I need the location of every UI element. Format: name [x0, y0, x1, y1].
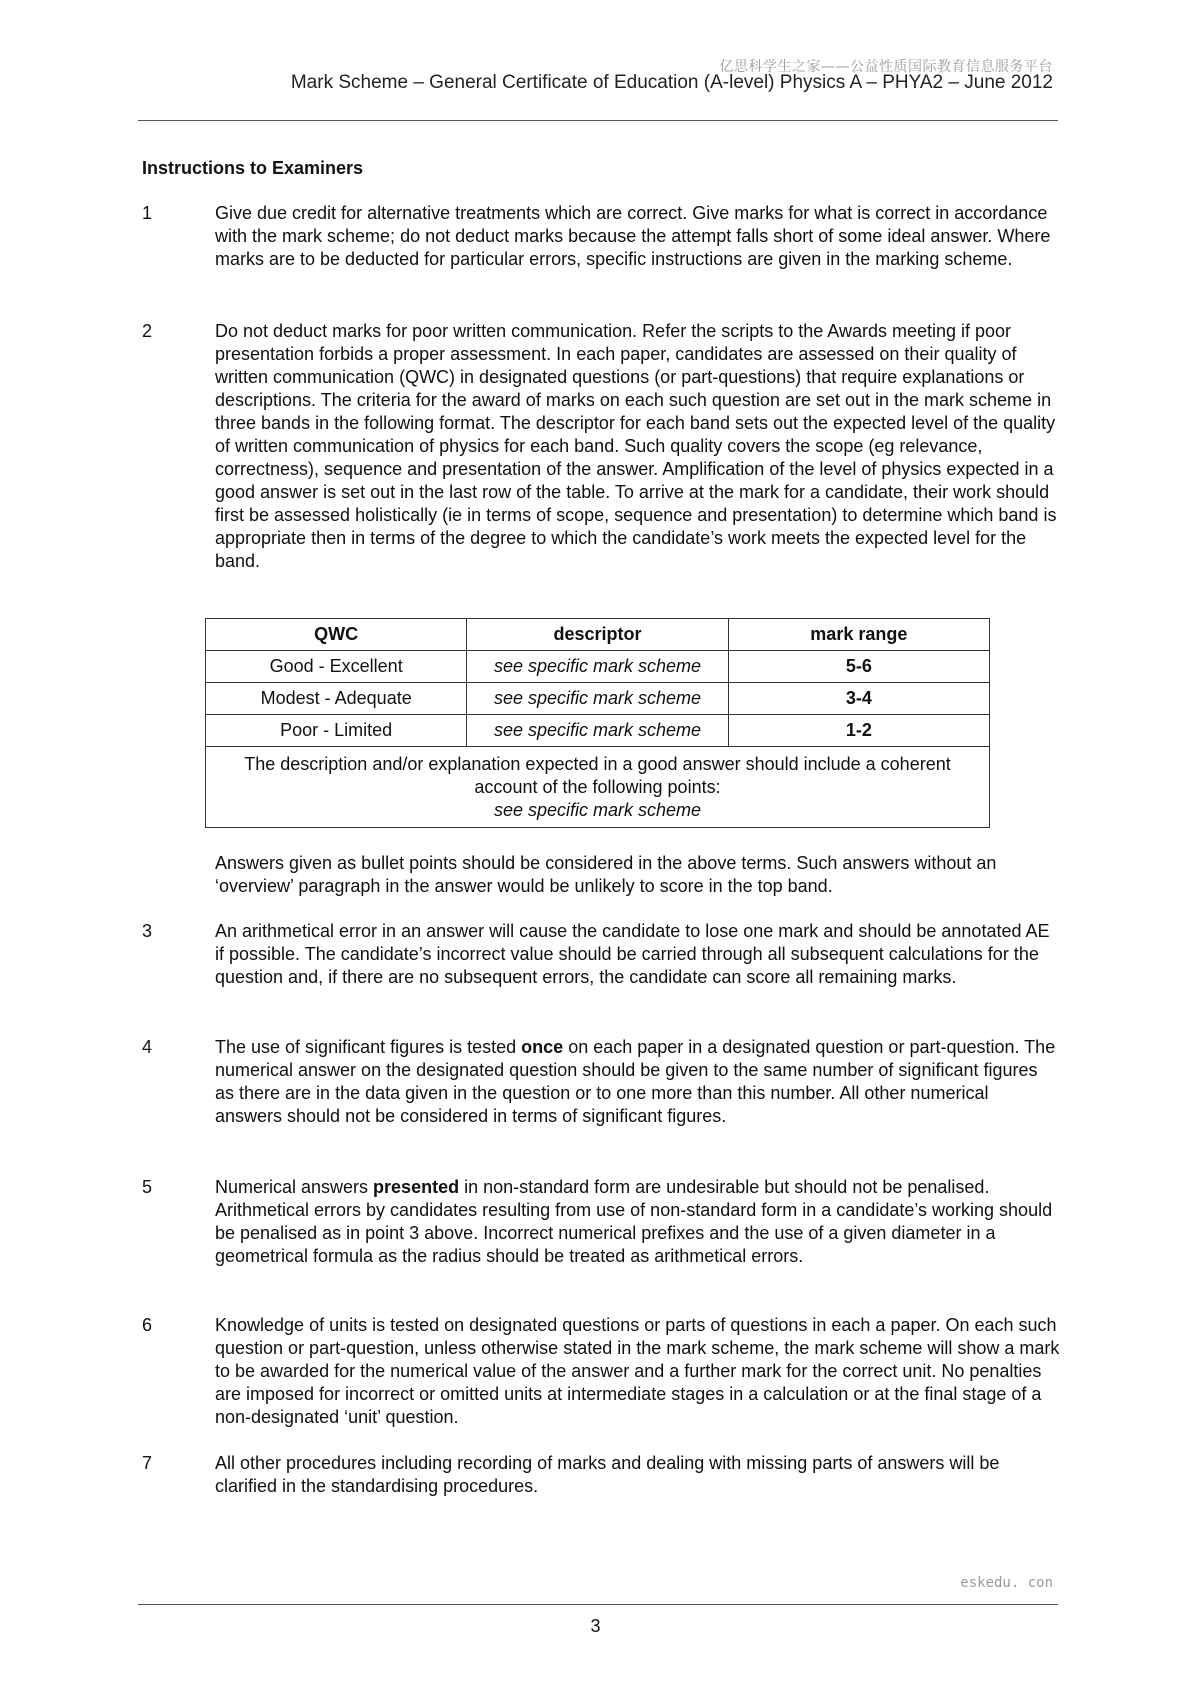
qwc-band: Good - Excellent [206, 651, 467, 683]
instruction-item-4 [142, 1036, 1060, 1128]
header-watermark: 亿思科学生之家——公益性质国际教育信息服务平台 [719, 59, 1053, 75]
instruction-item-5 [142, 1176, 1060, 1268]
column-header-qwc: QWC [206, 619, 467, 651]
table-header-row [206, 619, 990, 651]
table-note [206, 747, 990, 828]
item-number: 5 [142, 1177, 153, 1197]
instruction-item-6 [142, 1314, 1060, 1429]
instruction-item-1 [142, 202, 1060, 271]
column-header-mark-range: mark range [728, 619, 989, 651]
item-number: 3 [142, 921, 153, 941]
item-text-part: on each paper in a designated question or part-question. The numerical answer on the designated question should be given to the same number of significant figures as there are in the data given in the question or to one more than this number. All other numerical answers should not be considered in terms of significant figures. [215, 1037, 1056, 1126]
table-note-text: The description and/or explanation expected in a good answer should include a coherent account of the following points: [244, 753, 951, 797]
table-note-italic: see specific mark scheme [493, 799, 702, 820]
instruction-item-3 [142, 920, 1060, 989]
item-text [215, 1176, 1060, 1268]
table-row [206, 715, 990, 747]
qwc-table [205, 618, 990, 828]
item-text: All other procedures including recording of marks and dealing with missing parts of answers will be clarified in the standardising procedures. [215, 1453, 1000, 1496]
table-note-row [206, 747, 990, 828]
item-number: 4 [142, 1037, 153, 1057]
item-text: Knowledge of units is tested on designated questions or parts of questions in each a paper. On each such question or part-question, unless otherwise stated in the mark scheme, the mark scheme will show a mark to be awarded for the numerical value of the answer and a further mark for the correct unit. No penalties are imposed for incorrect or omitted units at intermediate stages in a calculation or at the final stage of a non-designated ‘unit’ question. [215, 1315, 1060, 1427]
item-number: 6 [142, 1315, 153, 1335]
item-text-part: The use of significant figures is tested [215, 1037, 522, 1057]
descriptor-cell: see specific mark scheme [467, 683, 728, 715]
table-row [206, 651, 990, 683]
footer-divider [138, 1604, 1058, 1605]
header-divider [138, 120, 1058, 121]
item-text: Do not deduct marks for poor written communication. Refer the scripts to the Awards meeting if poor presentation forbids a proper assessment. In each paper, candidates are assessed on their quality of written communication (QWC) in designated questions (or part-questions) that require explanations or descriptions. The criteria for the award of marks on each such question are set out in the mark scheme in three bands in the following format. The descriptor for each band sets out the expected level of the quality of written communication of physics for each band. Such quality covers the scope (eg relevance, correctness), sequence and presentation of the answer. Amplification of the level of physics expected in a good answer is set out in the last row of the table. To arrive at the mark for a candidate, their work should first be assessed holistically (ie in terms of scope, sequence and presentation) to determine which band is appropriate then in terms of the degree to which the candidate’s work meets the expected level for the band. [215, 321, 1057, 571]
mark-range-cell: 3-4 [728, 683, 989, 715]
qwc-band: Modest - Adequate [206, 683, 467, 715]
header-title: Mark Scheme – General Certificate of Education (A-level) Physics A – PHYA2 – June 2012 [290, 72, 1053, 93]
item-text-bold: once [521, 1037, 564, 1057]
footer-watermark: eskedu. con [960, 1575, 1053, 1591]
descriptor-cell: see specific mark scheme [467, 715, 728, 747]
column-header-descriptor: descriptor [467, 619, 728, 651]
mark-range-cell: 5-6 [728, 651, 989, 683]
item-number: 7 [142, 1453, 153, 1473]
item-text: An arithmetical error in an answer will cause the candidate to lose one mark and should be annotated AE if possible. The candidate’s incorrect value should be carried through all subsequent calculations for the question and, if there are no subsequent errors, the candidate can score all remaining marks. [215, 921, 1050, 987]
descriptor-cell: see specific mark scheme [467, 651, 728, 683]
page-number: 3 [590, 1616, 601, 1636]
instruction-item-2 [142, 320, 1060, 573]
table-row [206, 683, 990, 715]
item-text [215, 1036, 1060, 1128]
item-number: 1 [142, 203, 153, 223]
qwc-band: Poor - Limited [206, 715, 467, 747]
section-title: Instructions to Examiners [142, 158, 364, 178]
item-number: 2 [142, 321, 153, 341]
item-text-part: Numerical answers [215, 1177, 374, 1197]
item-text: Give due credit for alternative treatments which are correct. Give marks for what is correct in accordance with the mark scheme; do not deduct marks because the attempt falls short of some ideal answer. Where marks are to be deducted for particular errors, specific instructions are given in the marking scheme. [215, 203, 1051, 269]
bullet-points-note: Answers given as bullet points should be considered in the above terms. Such answers without an ‘overview’ paragraph in the answer would be unlikely to score in the top band. [215, 853, 997, 896]
instruction-item-7 [142, 1452, 1060, 1498]
mark-range-cell: 1-2 [728, 715, 989, 747]
item-text-part: in non-standard form are undesirable but should not be penalised. Arithmetical errors by candidates resulting from use of non-standard form in a candidate’s working should be penalised as in point 3 above. Incorrect numerical prefixes and the use of a given diameter in a geometrical formula as the radius should be treated as arithmetical errors. [215, 1177, 1053, 1266]
item-text-bold: presented [373, 1177, 460, 1197]
